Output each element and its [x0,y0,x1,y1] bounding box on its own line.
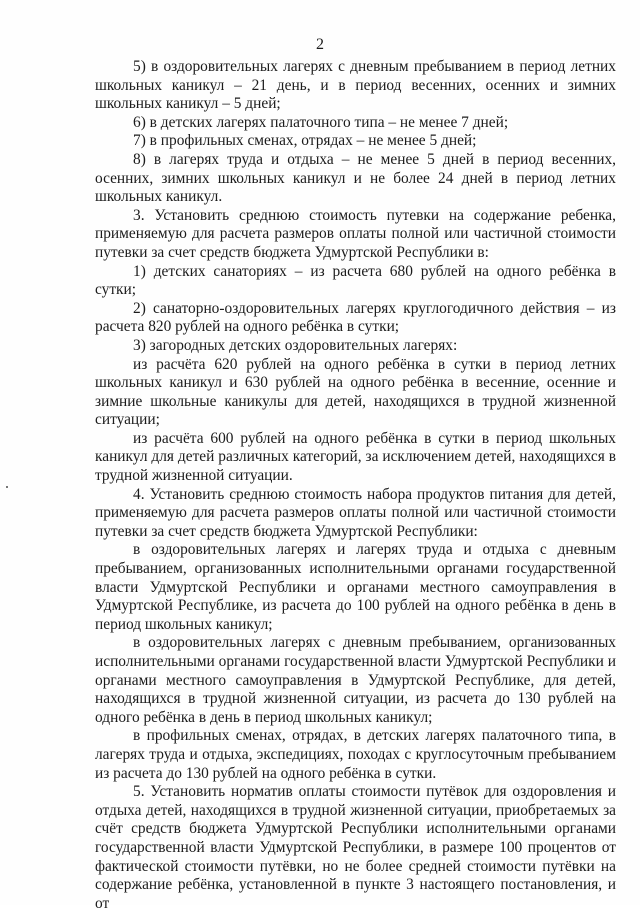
paragraph-food-day-camps: в оздоровительных лагерях и лагерях труда и отдыха с дневным пребыванием, организованных исполнительными органами государственной власти Удмуртской Республики и органами местного самоуправления в Удмуртской Республике, из расчета до 100 рублей на одного ребёнка в день в период школьных каникул; [95,541,616,633]
paragraph-clause-3-item-1: 1) детских санаториях – из расчета 680 рублей на одного ребёнка в сутки; [95,262,616,299]
paragraph-item-8: 8) в лагерях труда и отдыха – не менее 5 дней в период весенних, осенних, зимних школьных каникул и не более 24 дней в период летних школьных каникул. [95,150,616,206]
paragraph-food-profile-shifts: в профильных сменах, отрядах, в детских лагерях палаточного типа, в лагерях труда и отдыха, экспедициях, походах с круглосуточным пребыванием из расчета до 130 рублей на одного ребёнка в сутки. [95,727,616,782]
paragraph-food-difficult-situation: в оздоровительных лагерях с дневным пребыванием, организованных исполнительными органами государственной власти Удмуртской Республики и органами местного самоуправления в Удмуртской Республике, для детей, находящихся в трудной жизненной ситуации, из расчета до 130 рублей на одного ребёнка в день в период школьных каникул; [95,634,616,726]
paragraph-clause-3: 3. Установить среднюю стоимость путевки на содержание ребенка, применяемую для расчета размеров оплаты полной или частичной стоимости путевки за счет средств бюджета Удмуртской Республики в: [95,206,616,261]
page-number: 2 [316,36,324,53]
paragraph-item-7: 7) в профильных сменах, отрядах – не менее 5 дней; [133,132,477,150]
paragraph-clause-4: 4. Установить среднюю стоимость набора продуктов питания для детей, применяемую для расчета размеров оплаты полной или частичной стоимости путевки за счет средств бюджета Удмуртской Республики: [95,485,616,540]
paragraph-clause-5: 5. Установить норматив оплаты стоимости путёвок для оздоровления и отдыха детей, находящихся в трудной жизненной ситуации, приобретаемых за счёт средств бюджета Удмуртской Республики исполнительными органами государственной власти Удмуртской Республики, в размере 100 процентов от фактической стоимости путёвки, но не более средней стоимости путёвки на содержание ребёнка, установленной в пункте 3 настоящего постановления, и от [95,783,616,912]
scan-speck [6,486,8,488]
body-text [95,58,616,913]
paragraph-clause-3-item-3: 3) загородных детских оздоровительных лагерях: [133,336,458,354]
paragraph-rate-600: из расчёта 600 рублей на одного ребёнка в сутки в период школьных каникул для детей различных категорий, за исключением детей, находящихся в трудной жизненной ситуации. [95,429,616,485]
paragraph-item-6: 6) в детских лагерях палаточного типа – не менее 7 дней; [133,113,509,131]
paragraph-clause-3-item-2: 2) санаторно-оздоровительных лагерях круглогодичного действия – из расчета 820 рублей на одного ребёнка в сутки; [95,299,616,336]
paragraph-rate-620: из расчёта 620 рублей на одного ребёнка в сутки в период летних школьных каникул и 630 рублей на одного ребёнка в весенние, осенние и зимние школьные каникулы для детей, находящихся в трудной жизненной ситуации; [95,355,616,429]
paragraph-item-5: 5) в оздоровительных лагерях с дневным пребыванием в период летних школьных каникул – 21 день, и в период весенних, осенних и зимних школьных каникул – 5 дней; [95,58,616,113]
